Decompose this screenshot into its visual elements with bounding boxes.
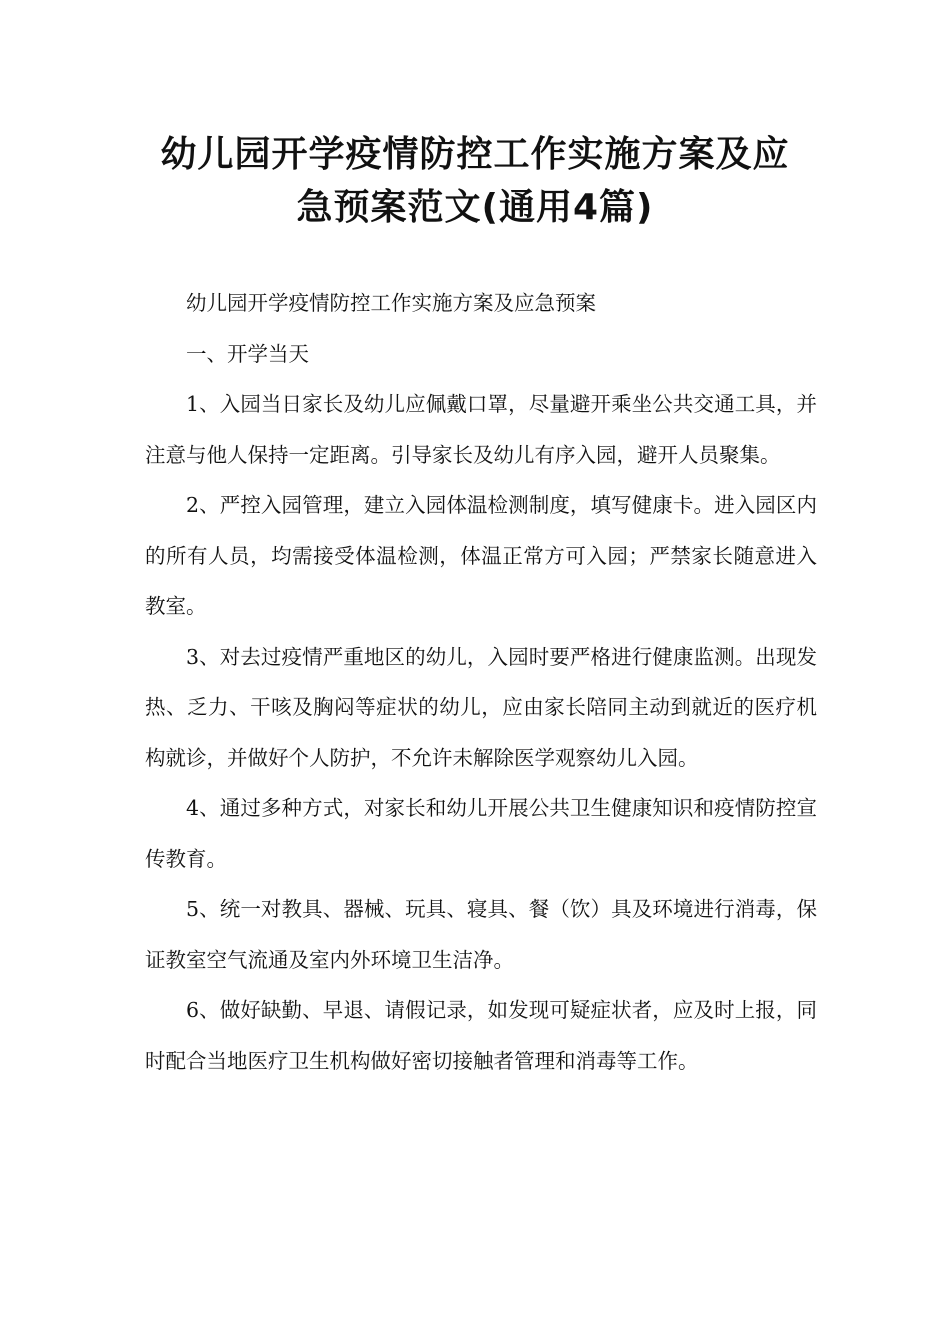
subsection-heading: 一、开学当天: [186, 341, 309, 366]
section-heading: 幼儿园开学疫情防控工作实施方案及应急预案: [186, 291, 596, 315]
document-body: [145, 278, 817, 1086]
paragraph-item-1: 1、入园当日家长及幼儿应佩戴口罩，尽量避开乘坐公共交通工具，并注意与他人保持一定距离。引导家长及幼儿有序入园，避开人员聚集。: [145, 392, 817, 467]
title-line-1: 幼儿园开学疫情防控工作实施方案及应: [160, 134, 790, 175]
title-line-2: 急预案范文(通用4篇): [296, 187, 654, 228]
paragraph-item-6: 6、做好缺勤、早退、请假记录，如发现可疑症状者，应及时上报，同时配合当地医疗卫生机构做好密切接触者管理和消毒等工作。: [145, 998, 817, 1073]
paragraph-item-4: 4、通过多种方式，对家长和幼儿开展公共卫生健康知识和疫情防控宣传教育。: [145, 796, 817, 871]
paragraph-item-2: 2、严控入园管理，建立入园体温检测制度，填写健康卡。进入园区内的所有人员，均需接受体温检测，体温正常方可入园；严禁家长随意进入教室。: [145, 493, 817, 618]
paragraph-item-3: 3、对去过疫情严重地区的幼儿，入园时要严格进行健康监测。出现发热、乏力、干咳及胸闷等症状的幼儿，应由家长陪同主动到就近的医疗机构就诊，并做好个人防护，不允许未解除医学观察幼儿入园。: [145, 644, 817, 770]
paragraph-item-5: 5、统一对教具、器械、玩具、寝具、餐（饮）具及环境进行消毒，保证教室空气流通及室内外环境卫生洁净。: [145, 897, 817, 972]
document-title: [100, 128, 850, 234]
